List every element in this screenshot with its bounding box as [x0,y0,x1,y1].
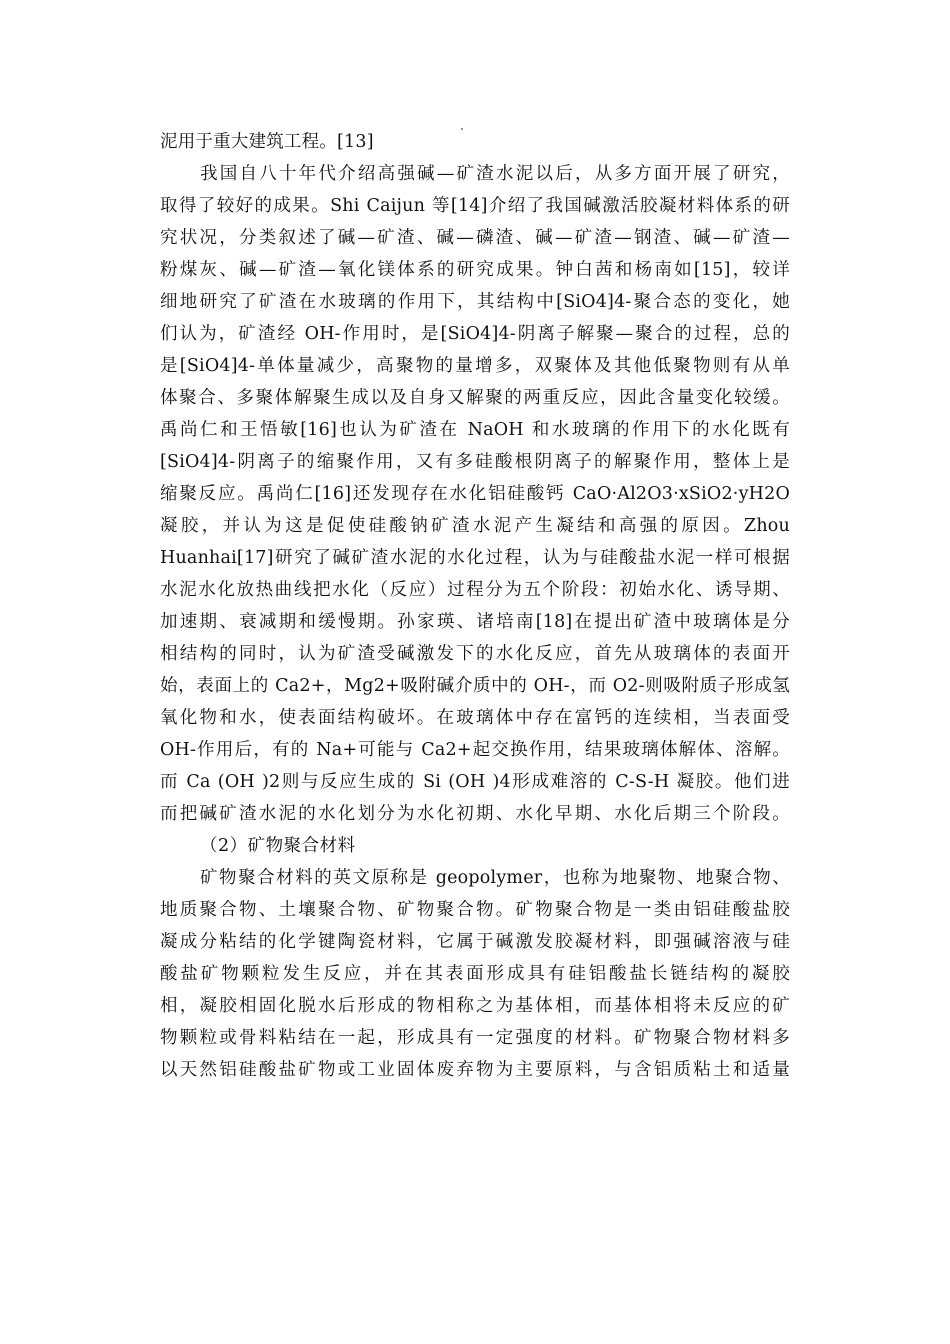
text-line: 粉煤灰、碱—矿渣—氧化镁体系的研究成果。钟白茜和杨南如[15]，较详 [160,260,790,280]
text-line: 物颗粒或骨料粘结在一起，形成具有一定强度的材料。矿物聚合物材料多 [160,1028,790,1048]
text-line: Huanhai[17]研究了碱矿渣水泥的水化过程，认为与硅酸盐水泥一样可根据 [160,548,790,568]
text-line: 凝胶，并认为这是促使硅酸钠矿渣水泥产生凝结和高强的原因。Zhou [160,516,790,536]
section-heading: （2）矿物聚合材料 [200,836,356,856]
text-line: 水泥水化放热曲线把水化（反应）过程分为五个阶段：初始水化、诱导期、 [160,580,790,600]
text-line: 加速期、衰减期和缓慢期。孙家瑛、诸培南[18]在提出矿渣中玻璃体是分 [160,612,790,632]
text-line: 始，表面上的 Ca2+，Mg2+吸附碱介质中的 OH-，而 O2-则吸附质子形成氢 [160,676,790,696]
text-line: 凝成分粘结的化学键陶瓷材料，它属于碱激发胶凝材料，即强碱溶液与硅 [160,932,790,952]
text-line: 氧化物和水，使表面结构破坏。在玻璃体中存在富钙的连续相，当表面受 [160,708,790,728]
paragraph-start-line: 我国自八十年代介绍高强碱—矿渣水泥以后，从多方面开展了研究， [200,164,790,184]
text-line: 酸盐矿物颗粒发生反应，并在其表面形成具有硅铝酸盐长链结构的凝胶 [160,964,790,984]
text-line: 是[SiO4]4-单体量减少，高聚物的量增多，双聚体及其他低聚物则有从单 [160,356,790,376]
text-line: 地质聚合物、土壤聚合物、矿物聚合物。矿物聚合物是一类由铝硅酸盐胶 [160,900,790,920]
text-line: 取得了较好的成果。Shi Caijun 等[14]介绍了我国碱激活胶凝材料体系的研 [160,196,790,216]
text-line: [SiO4]4-阴离子的缩聚作用，又有多硅酸根阴离子的解聚作用，整体上是 [160,452,790,472]
text-line: 而把碱矿渣水泥的水化划分为水化初期、水化早期、水化后期三个阶段。 [160,804,790,824]
text-line: 相结构的同时，认为矿渣受碱激发下的水化反应，首先从玻璃体的表面开 [160,644,790,664]
text-line: 们认为，矿渣经 OH-作用时，是[SiO4]4-阴离子解聚—聚合的过程，总的 [160,324,790,344]
text-line: 以天然铝硅酸盐矿物或工业固体废弃物为主要原料，与含铝质粘土和适量 [160,1060,790,1080]
text-line: 缩聚反应。禹尚仁[16]还发现存在水化铝硅酸钙 CaO·Al2O3·xSiO2·yH2O [160,484,790,504]
text-line: 体聚合、多聚体解聚生成以及自身又解聚的两重反应，因此含量变化较缓。 [160,388,790,408]
text-line: 相，凝胶相固化脱水后形成的物相称之为基体相，而基体相将未反应的矿 [160,996,790,1016]
text-line: 禹尚仁和王悟敏[16]也认为矿渣在 NaOH 和水玻璃的作用下的水化既有 [160,420,790,440]
text-line: OH-作用后，有的 Na+可能与 Ca2+起交换作用，结果玻璃体解体、溶解。 [160,740,790,760]
paragraph-start-line: 矿物聚合材料的英文原称是 geopolymer，也称为地聚物、地聚合物、 [200,868,790,888]
text-line: 而 Ca (OH )2则与反应生成的 Si (OH )4形成难溶的 C-S-H 凝胶。他们进 [160,772,790,792]
text-line: 细地研究了矿渣在水玻璃的作用下，其结构中[SiO4]4-聚合态的变化，她 [160,292,790,312]
text-line: 究状况，分类叙述了碱—矿渣、碱—磷渣、碱—矿渣—钢渣、碱—矿渣— [160,228,790,248]
text-line: 泥用于重大建筑工程。[13] [160,132,374,152]
body-text [160,126,790,1086]
